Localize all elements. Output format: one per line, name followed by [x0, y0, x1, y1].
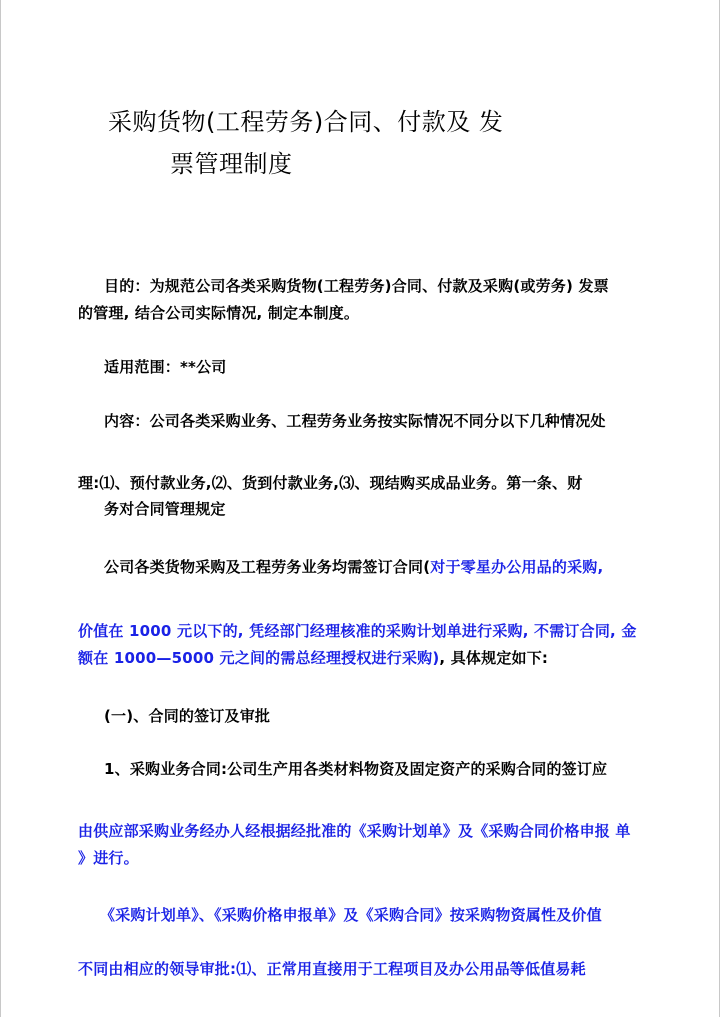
contract-rule-line-3-part-b: , 具体规定如下:	[439, 649, 549, 667]
subsection-heading-signing: (一)、合同的签订及审批	[104, 707, 271, 725]
content-line-1: 内容：公司各类采购业务、工程劳务业务按实际情况不同分以下几种情况处	[104, 412, 606, 430]
approval-line-1: 《采购计划单》、《采购价格申报单》及《采购合同》按采购物资属性及价值	[100, 906, 602, 924]
purpose-line-2: 的管理, 结合公司实际情况, 制定本制度。	[78, 304, 360, 322]
scope-line: 适用范围：**公司	[104, 358, 227, 376]
contract-rule-line-1-part-a: 公司各类货物采购及工程劳务业务均需签订合同(	[104, 558, 431, 576]
document-title-line-1: 采购货物(工程劳务)合同、付款及 发	[108, 108, 504, 136]
contract-rule-line-3	[78, 647, 548, 668]
document-title-line-2: 票管理制度	[170, 150, 293, 178]
purchase-contract-line-2: 由供应部采购业务经办人经根据经批准的《采购计划单》及《采购合同价格申报 单	[78, 822, 631, 840]
page-edge-left	[0, 0, 1, 1017]
approval-line-2: 不同由相应的领导审批:⑴、正常用直接用于工程项目及办公用品等低值易耗	[78, 960, 586, 978]
contract-rule-line-1	[104, 556, 603, 577]
contract-rule-line-2: 价值在 1000 元以下的, 凭经部门经理核准的采购计划单进行采购, 不需订合同, 金	[78, 622, 637, 640]
purchase-contract-line-1: 1、采购业务合同:公司生产用各类材料物资及固定资产的采购合同的签订应	[104, 760, 608, 778]
contract-rule-line-3-part-a: 额在 1000—5000 元之间的需总经理授权进行采购)	[78, 649, 440, 667]
purchase-contract-line-3: 》进行。	[78, 849, 139, 867]
content-line-2: 理:⑴、预付款业务,⑵、货到付款业务,⑶、现结购买成品业务。第一条、财	[78, 474, 583, 492]
contract-rule-line-1-part-b: 对于零星办公用品的采购,	[430, 558, 604, 576]
section-heading-finance: 务对合同管理规定	[104, 500, 226, 518]
purpose-line-1: 目的：为规范公司各类采购货物(工程劳务)合同、付款及采购(或劳务) 发票	[104, 277, 609, 295]
